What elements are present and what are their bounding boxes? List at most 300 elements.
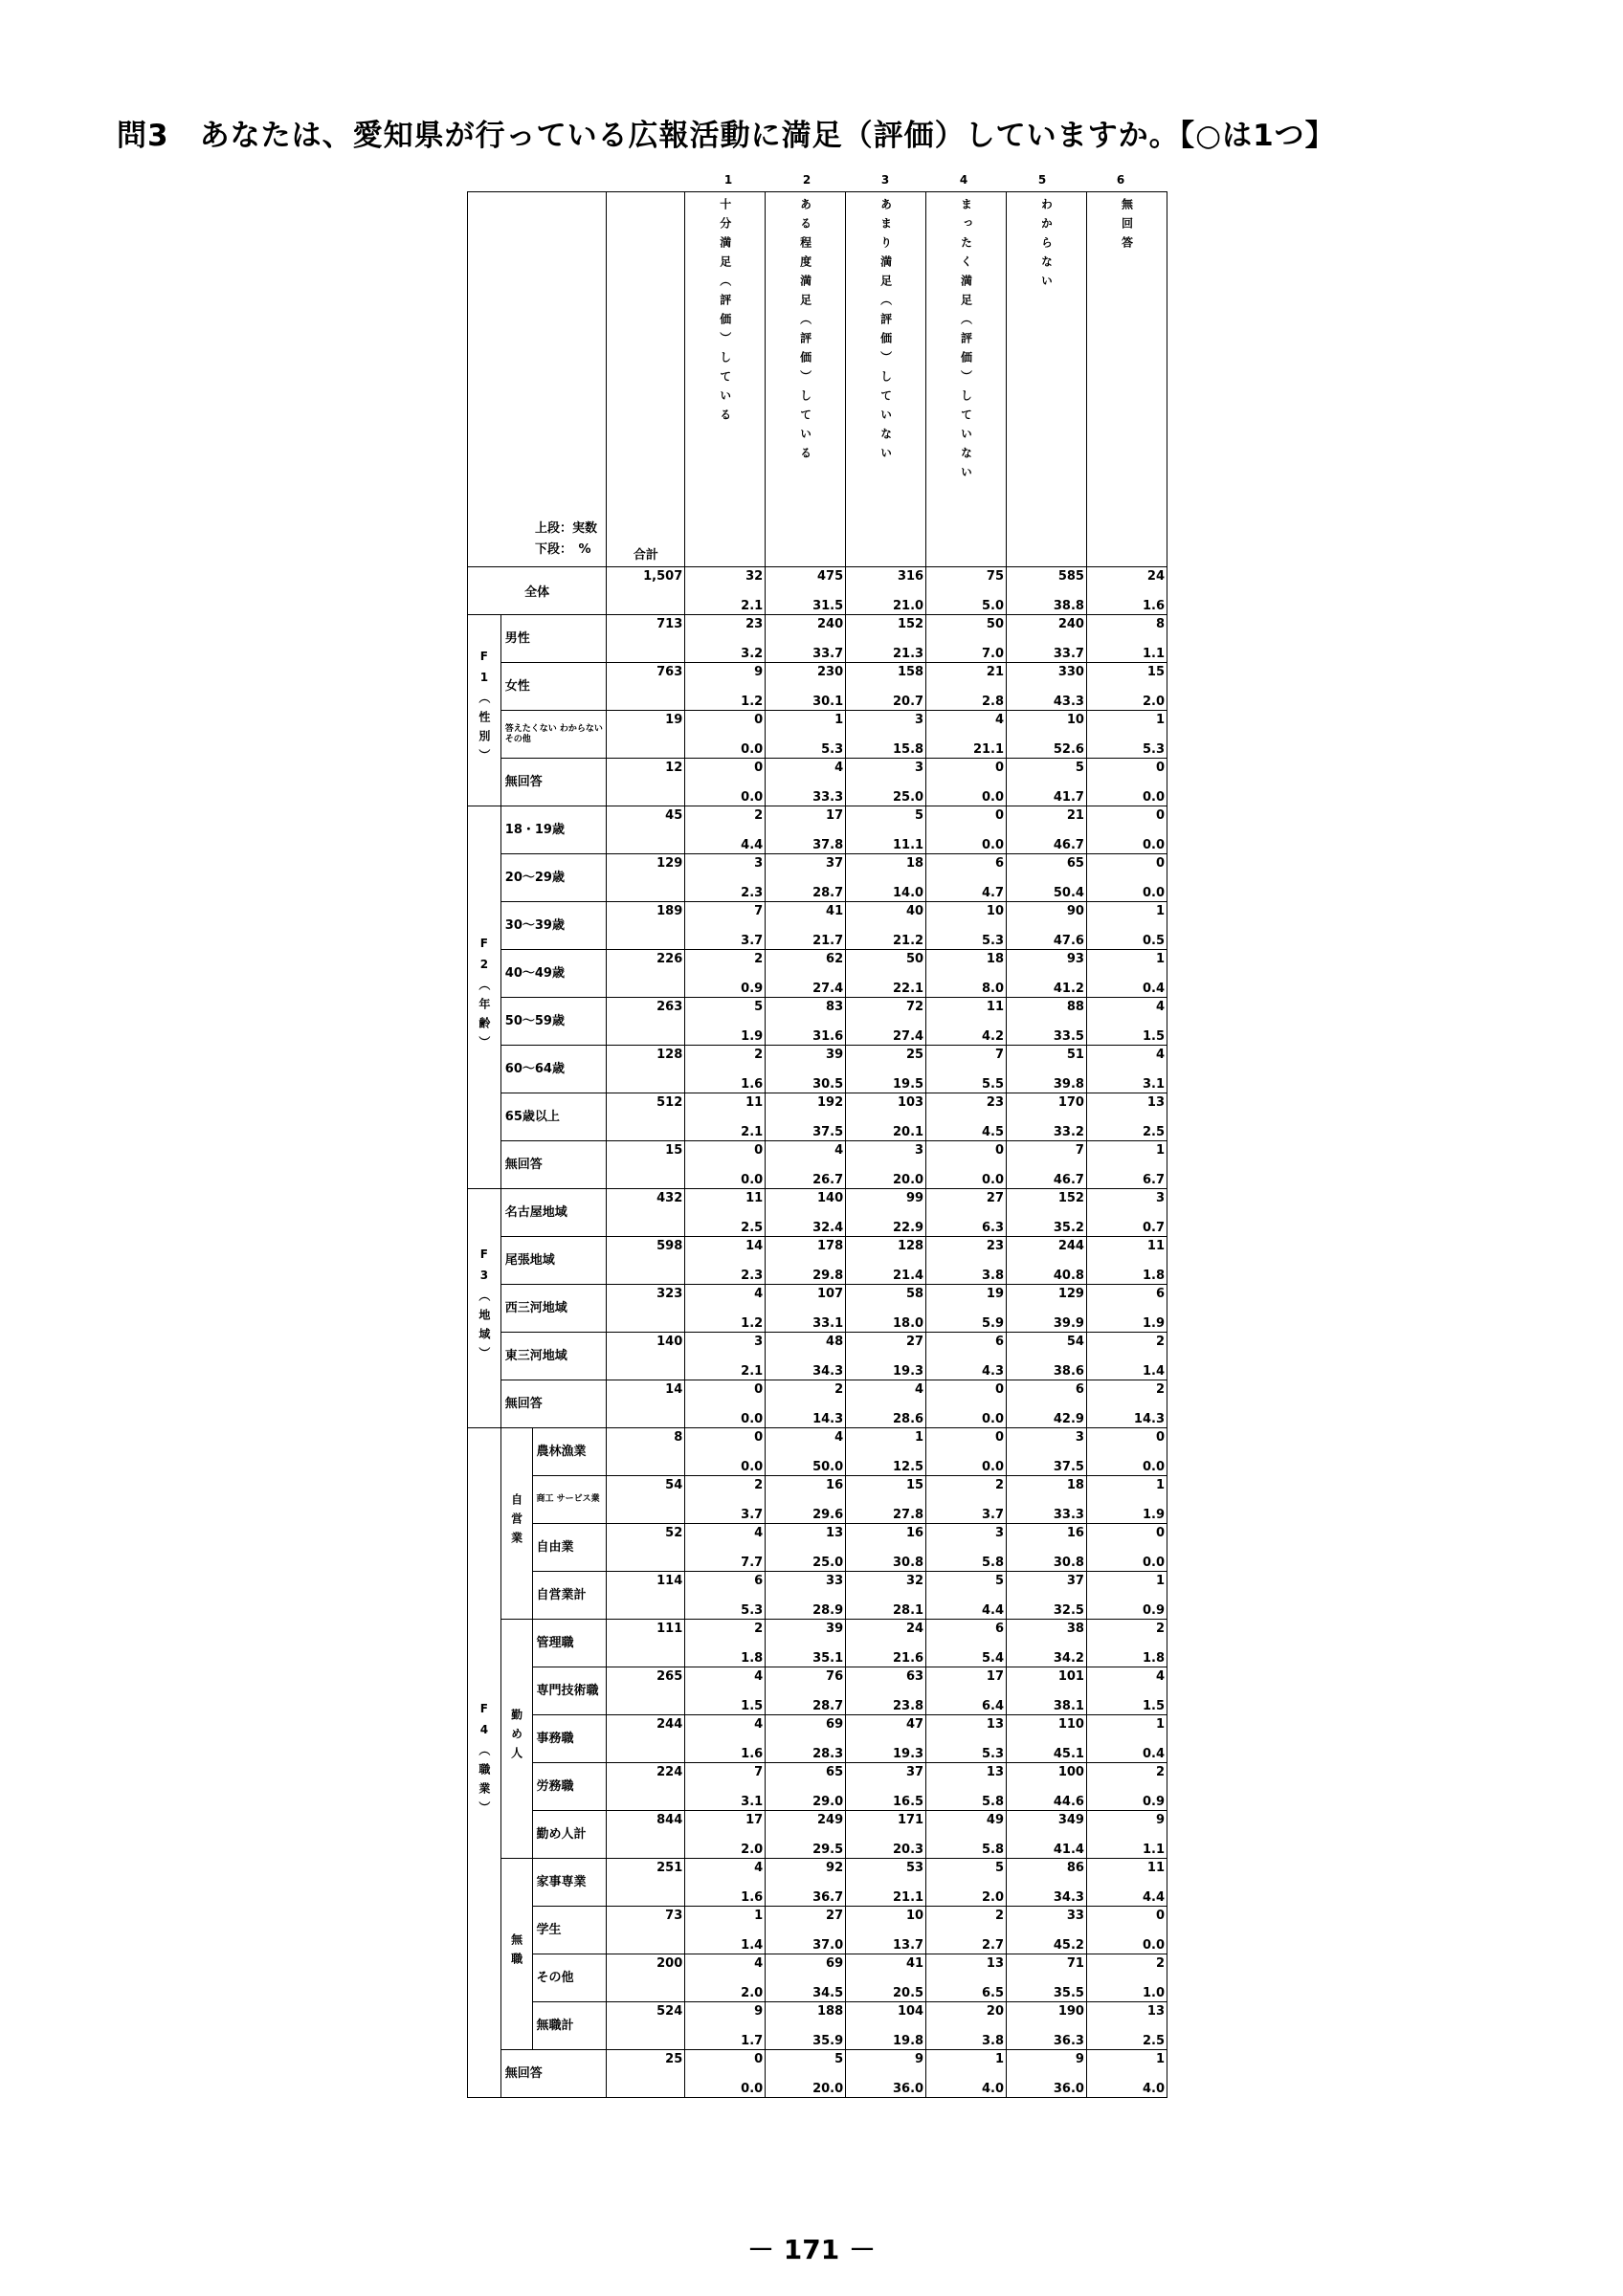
count-value: 0	[754, 1382, 764, 1397]
cell-stack	[766, 1909, 843, 1953]
count-value: 3	[754, 1335, 764, 1349]
count-value: 170	[1057, 1095, 1084, 1110]
count-value: 24	[1146, 569, 1165, 584]
count-value: 32	[745, 569, 764, 584]
percent-value: 28.1	[893, 1603, 924, 1618]
value-cell	[926, 759, 1007, 806]
percent-value: 34.5	[812, 1986, 844, 2000]
value-cell	[685, 1859, 766, 1907]
cell-stack	[926, 1000, 1004, 1044]
cell-stack	[1087, 1861, 1165, 1905]
percent-value: 6.3	[981, 1221, 1005, 1235]
row-label: 西三河地域	[500, 1285, 607, 1333]
count-value: 10	[1066, 713, 1084, 727]
count-value: 71	[1066, 1956, 1084, 1971]
count-value: 6	[994, 856, 1005, 871]
value-cell	[685, 1476, 766, 1524]
count-value: 10	[905, 1909, 924, 1923]
value-cell	[846, 1572, 926, 1620]
value-cell	[926, 1954, 1007, 2002]
total-cell	[607, 1763, 685, 1811]
value-cell	[1086, 2050, 1167, 2098]
count-value: 9	[754, 665, 764, 679]
percent-value: 7.0	[981, 647, 1005, 661]
total-value: 512	[656, 1095, 683, 1110]
value-cell	[926, 1667, 1007, 1715]
count-value: 21	[1066, 808, 1084, 823]
percent-value: 13.7	[893, 1938, 924, 1953]
value-cell	[1007, 998, 1087, 1046]
total-value: 763	[656, 665, 683, 679]
cell-stack	[1087, 952, 1165, 996]
percent-value: 5.3	[741, 1603, 764, 1618]
percent-value: 28.3	[812, 1747, 844, 1761]
value-cell	[766, 1954, 846, 2002]
value-cell	[846, 1093, 926, 1141]
total-value: 432	[656, 1191, 683, 1205]
percent-value: 34.3	[1053, 1890, 1084, 1905]
percent-value: 1.8	[741, 1651, 764, 1666]
percent-value: 3.1	[1142, 1077, 1165, 1092]
percent-value: 44.6	[1053, 1795, 1084, 1809]
count-value: 192	[817, 1095, 844, 1110]
total-value: 73	[665, 1909, 683, 1923]
value-cell	[1007, 2050, 1087, 2098]
percent-value: 1.8	[1142, 1269, 1165, 1283]
cell-stack	[926, 808, 1004, 852]
cell-stack	[766, 1048, 843, 1092]
cell-stack	[685, 1526, 763, 1570]
cell-stack	[926, 1335, 1004, 1379]
total-cell	[607, 2050, 685, 2098]
value-cell	[1007, 1572, 1087, 1620]
value-cell	[1007, 663, 1087, 711]
cell-stack	[1007, 1287, 1084, 1331]
cell-stack	[766, 1526, 843, 1570]
value-cell	[926, 1093, 1007, 1141]
value-cell	[1007, 1954, 1087, 2002]
count-value: 27	[905, 1335, 924, 1349]
value-cell	[1007, 567, 1087, 615]
value-cell	[1007, 711, 1087, 759]
table-row	[468, 1237, 1167, 1285]
cell-stack	[685, 1956, 763, 2000]
value-cell	[766, 711, 846, 759]
value-cell	[846, 854, 926, 902]
row-label: 名古屋地域	[500, 1189, 607, 1237]
percent-value: 33.5	[1053, 1029, 1084, 1044]
count-value: 330	[1057, 665, 1084, 679]
count-value: 47	[905, 1717, 924, 1732]
value-cell	[766, 759, 846, 806]
total-cell	[607, 615, 685, 663]
count-value: 15	[905, 1478, 924, 1492]
value-cell	[766, 1046, 846, 1093]
cell-stack	[1007, 856, 1084, 900]
total-cell	[607, 1428, 685, 1476]
value-cell	[766, 1285, 846, 1333]
cell-stack	[1087, 1048, 1165, 1092]
row-label: 答えたくない わからない その他	[500, 711, 607, 759]
count-value: 49	[986, 1813, 1005, 1827]
count-value: 152	[897, 617, 924, 631]
count-value: 0	[754, 761, 764, 775]
cell-stack	[1007, 713, 1084, 757]
value-cell	[1007, 1285, 1087, 1333]
percent-value: 27.4	[812, 982, 844, 996]
cell-stack	[685, 1335, 763, 1379]
value-cell	[926, 1285, 1007, 1333]
value-cell	[685, 806, 766, 854]
value-cell	[766, 1237, 846, 1285]
cell-stack	[685, 1430, 763, 1474]
percent-value: 12.5	[893, 1460, 924, 1474]
percent-value: 0.4	[1142, 1747, 1165, 1761]
cell-stack	[1007, 1095, 1084, 1139]
crosstab-table	[467, 191, 1167, 2098]
group-label-text: F3（地域）	[477, 1247, 491, 1366]
count-value: 4	[994, 713, 1005, 727]
column-header-text: 十分満足（評価）している	[718, 198, 732, 428]
value-cell	[1086, 1237, 1167, 1285]
count-value: 2	[994, 1909, 1005, 1923]
percent-value: 34.3	[812, 1364, 844, 1379]
count-value: 37	[1066, 1574, 1084, 1588]
percent-value: 21.1	[893, 1890, 924, 1905]
value-cell	[1086, 1954, 1167, 2002]
cell-stack	[1007, 617, 1084, 661]
cell-stack	[926, 1095, 1004, 1139]
cell-stack	[685, 808, 763, 852]
percent-value: 34.2	[1053, 1651, 1084, 1666]
cell-stack	[766, 1765, 843, 1809]
cell-stack	[1007, 952, 1084, 996]
cell-stack	[1007, 1861, 1084, 1905]
count-value: 6	[1155, 1287, 1165, 1301]
value-cell	[685, 1237, 766, 1285]
count-value: 40	[905, 904, 924, 918]
percent-value: 30.8	[1053, 1556, 1084, 1570]
total-cell	[607, 1907, 685, 1954]
count-value: 3	[1155, 1191, 1165, 1205]
cell-stack	[1007, 904, 1084, 948]
value-cell	[1086, 1620, 1167, 1667]
cell-stack	[685, 1909, 763, 1953]
count-value: 65	[826, 1765, 844, 1779]
cell-stack	[846, 856, 923, 900]
value-cell	[846, 902, 926, 950]
total-value: 19	[665, 713, 683, 727]
count-value: 1	[915, 1430, 924, 1445]
total-value: 244	[656, 1717, 683, 1732]
value-cell	[1007, 1141, 1087, 1189]
cell-stack	[1087, 1765, 1165, 1809]
value-cell	[766, 806, 846, 854]
cell-stack	[685, 1382, 763, 1426]
percent-value: 0.0	[741, 742, 764, 757]
percent-value: 0.9	[741, 982, 764, 996]
value-cell	[926, 950, 1007, 998]
cell-stack	[926, 856, 1004, 900]
percent-value: 5.9	[981, 1316, 1005, 1331]
percent-value: 5.8	[981, 1795, 1005, 1809]
value-cell	[846, 663, 926, 711]
percent-value: 2.1	[741, 599, 764, 613]
value-cell	[1007, 1811, 1087, 1859]
cell-stack	[846, 1526, 923, 1570]
count-value: 0	[1155, 1430, 1165, 1445]
total-cell	[607, 1476, 685, 1524]
cell-stack	[766, 1430, 843, 1474]
count-value: 190	[1057, 2004, 1084, 2019]
value-cell	[846, 1333, 926, 1380]
table-row	[468, 998, 1167, 1046]
table-row	[468, 854, 1167, 902]
cell-stack	[846, 1430, 923, 1474]
value-cell	[1007, 1907, 1087, 1954]
percent-value: 33.3	[1053, 1508, 1084, 1522]
count-value: 11	[745, 1191, 764, 1205]
total-value: 15	[665, 1143, 683, 1158]
total-cell	[607, 567, 685, 615]
count-value: 1	[834, 713, 844, 727]
value-cell	[685, 1093, 766, 1141]
row-label: 学生	[532, 1907, 607, 1954]
value-cell	[846, 2050, 926, 2098]
percent-value: 35.1	[812, 1651, 844, 1666]
value-cell	[846, 1763, 926, 1811]
cell-stack	[766, 1382, 843, 1426]
value-cell	[685, 902, 766, 950]
count-value: 63	[905, 1669, 924, 1684]
total-cell	[607, 711, 685, 759]
cell-stack	[926, 761, 1004, 805]
percent-value: 1.6	[741, 1747, 764, 1761]
percent-value: 22.1	[893, 982, 924, 996]
total-value: 129	[656, 856, 683, 871]
cell-stack	[1007, 761, 1084, 805]
value-cell	[926, 615, 1007, 663]
cell-stack	[685, 856, 763, 900]
count-value: 100	[1057, 1765, 1084, 1779]
percent-value: 20.0	[893, 1173, 924, 1187]
table-row	[468, 1667, 1167, 1715]
count-value: 2	[754, 952, 764, 966]
value-cell	[1007, 1620, 1087, 1667]
group-label	[468, 1189, 501, 1428]
cell-stack	[685, 665, 763, 709]
count-value: 75	[986, 569, 1005, 584]
total-cell	[607, 1189, 685, 1237]
count-value: 1	[1155, 1717, 1165, 1732]
cell-stack	[1007, 1717, 1084, 1761]
percent-value: 6.7	[1142, 1173, 1165, 1187]
total-value: 200	[656, 1956, 683, 1971]
value-cell	[766, 1763, 846, 1811]
total-value: 128	[656, 1048, 683, 1062]
count-value: 158	[897, 665, 924, 679]
count-value: 13	[826, 1526, 844, 1540]
row-label: 無職計	[532, 2002, 607, 2050]
value-cell	[926, 1907, 1007, 1954]
row-label: その他	[532, 1954, 607, 2002]
percent-value: 1.2	[741, 695, 764, 709]
count-value: 103	[897, 1095, 924, 1110]
percent-value: 5.4	[981, 1651, 1005, 1666]
percent-value: 0.0	[741, 1460, 764, 1474]
count-value: 0	[1155, 761, 1165, 775]
value-cell	[1007, 1476, 1087, 1524]
cell-stack	[685, 1239, 763, 1283]
percent-value: 0.0	[981, 1173, 1005, 1187]
cell-stack	[766, 665, 843, 709]
percent-value: 43.3	[1053, 695, 1084, 709]
value-cell	[1007, 1859, 1087, 1907]
percent-value: 4.3	[981, 1364, 1005, 1379]
row-label: 全体	[468, 567, 607, 615]
cell-stack	[766, 856, 843, 900]
cell-stack	[766, 1574, 843, 1618]
column-header-text: 無回答	[1120, 198, 1134, 255]
percent-value: 4.0	[1142, 2082, 1165, 2096]
count-value: 2	[754, 1478, 764, 1492]
count-value: 54	[1066, 1335, 1084, 1349]
value-cell	[846, 1428, 926, 1476]
column-header-text: わからない	[1039, 198, 1054, 294]
value-cell	[766, 615, 846, 663]
percent-value: 38.1	[1053, 1699, 1084, 1713]
total-cell	[607, 1141, 685, 1189]
percent-value: 30.8	[893, 1556, 924, 1570]
cell-stack	[766, 761, 843, 805]
value-cell	[685, 1046, 766, 1093]
value-cell	[766, 1715, 846, 1763]
total-value: 323	[656, 1287, 683, 1301]
value-cell	[766, 1524, 846, 1572]
count-value: 171	[897, 1813, 924, 1827]
cell-stack	[1007, 1574, 1084, 1618]
cell-stack	[926, 1287, 1004, 1331]
table-row	[468, 806, 1167, 854]
cell-stack	[926, 1622, 1004, 1666]
count-value: 6	[994, 1622, 1005, 1636]
percent-value: 2.0	[981, 1890, 1005, 1905]
cell-stack	[766, 904, 843, 948]
count-value: 11	[1146, 1861, 1165, 1875]
count-value: 18	[986, 952, 1005, 966]
total-cell	[607, 1524, 685, 1572]
value-cell	[685, 2050, 766, 2098]
cell-stack	[766, 617, 843, 661]
percent-value: 1.1	[1142, 647, 1165, 661]
count-value: 0	[754, 713, 764, 727]
value-cell	[1007, 1093, 1087, 1141]
count-value: 0	[994, 761, 1005, 775]
cell-stack	[685, 1000, 763, 1044]
total-value: 8	[674, 1430, 683, 1445]
column-header	[846, 192, 926, 567]
cell-stack	[926, 1765, 1004, 1809]
value-cell	[1086, 663, 1167, 711]
value-cell	[846, 1380, 926, 1428]
count-value: 1	[1155, 952, 1165, 966]
value-cell	[766, 1380, 846, 1428]
total-value: 598	[656, 1239, 683, 1253]
total-cell	[607, 1237, 685, 1285]
cell-stack	[926, 1143, 1004, 1187]
value-cell	[926, 1189, 1007, 1237]
percent-value: 14.3	[1133, 1412, 1165, 1426]
value-cell	[766, 567, 846, 615]
value-cell	[1086, 1572, 1167, 1620]
count-value: 0	[994, 1143, 1005, 1158]
count-value: 4	[1155, 1048, 1165, 1062]
count-value: 5	[994, 1574, 1005, 1588]
total-cell	[607, 950, 685, 998]
count-value: 0	[994, 808, 1005, 823]
percent-value: 30.5	[812, 1077, 844, 1092]
row-label: 男性	[500, 615, 607, 663]
count-value: 18	[1066, 1478, 1084, 1492]
percent-value: 33.3	[812, 790, 844, 805]
count-value: 2	[1155, 1335, 1165, 1349]
value-cell	[926, 711, 1007, 759]
total-cell	[607, 902, 685, 950]
percent-value: 1.1	[1142, 1843, 1165, 1857]
count-value: 11	[1146, 1239, 1165, 1253]
percent-value: 5.3	[981, 934, 1005, 948]
row-label: 東三河地域	[500, 1333, 607, 1380]
percent-value: 22.9	[893, 1221, 924, 1235]
percent-value: 0.0	[1142, 1938, 1165, 1953]
value-cell	[766, 1572, 846, 1620]
cell-stack	[846, 761, 923, 805]
count-value: 240	[1057, 617, 1084, 631]
cell-stack	[685, 2052, 763, 2096]
cell-stack	[766, 1622, 843, 1666]
total-cell	[607, 1333, 685, 1380]
value-cell	[1086, 1811, 1167, 1859]
value-cell	[685, 1141, 766, 1189]
cell-stack	[685, 1622, 763, 1666]
percent-value: 1.4	[741, 1938, 764, 1953]
percent-value: 0.0	[981, 1460, 1005, 1474]
legend-lower: 下段： %	[535, 542, 591, 557]
percent-value: 26.7	[812, 1173, 844, 1187]
column-header	[1086, 192, 1167, 567]
cell-stack	[1087, 2052, 1165, 2096]
total-value: 524	[656, 2004, 683, 2019]
cell-stack	[685, 904, 763, 948]
cell-stack	[846, 1287, 923, 1331]
percent-value: 1.8	[1142, 1651, 1165, 1666]
cell-stack	[685, 1574, 763, 1618]
value-cell	[846, 615, 926, 663]
cell-stack	[926, 665, 1004, 709]
table-row	[468, 711, 1167, 759]
count-value: 62	[826, 952, 844, 966]
value-cell	[685, 1524, 766, 1572]
count-value: 129	[1057, 1287, 1084, 1301]
count-value: 1	[754, 1909, 764, 1923]
count-value: 4	[834, 1430, 844, 1445]
count-value: 140	[817, 1191, 844, 1205]
count-value: 14	[745, 1239, 764, 1253]
cell-stack	[1007, 569, 1084, 613]
value-cell	[685, 950, 766, 998]
row-label: 50～59歳	[500, 998, 607, 1046]
count-value: 244	[1057, 1239, 1084, 1253]
